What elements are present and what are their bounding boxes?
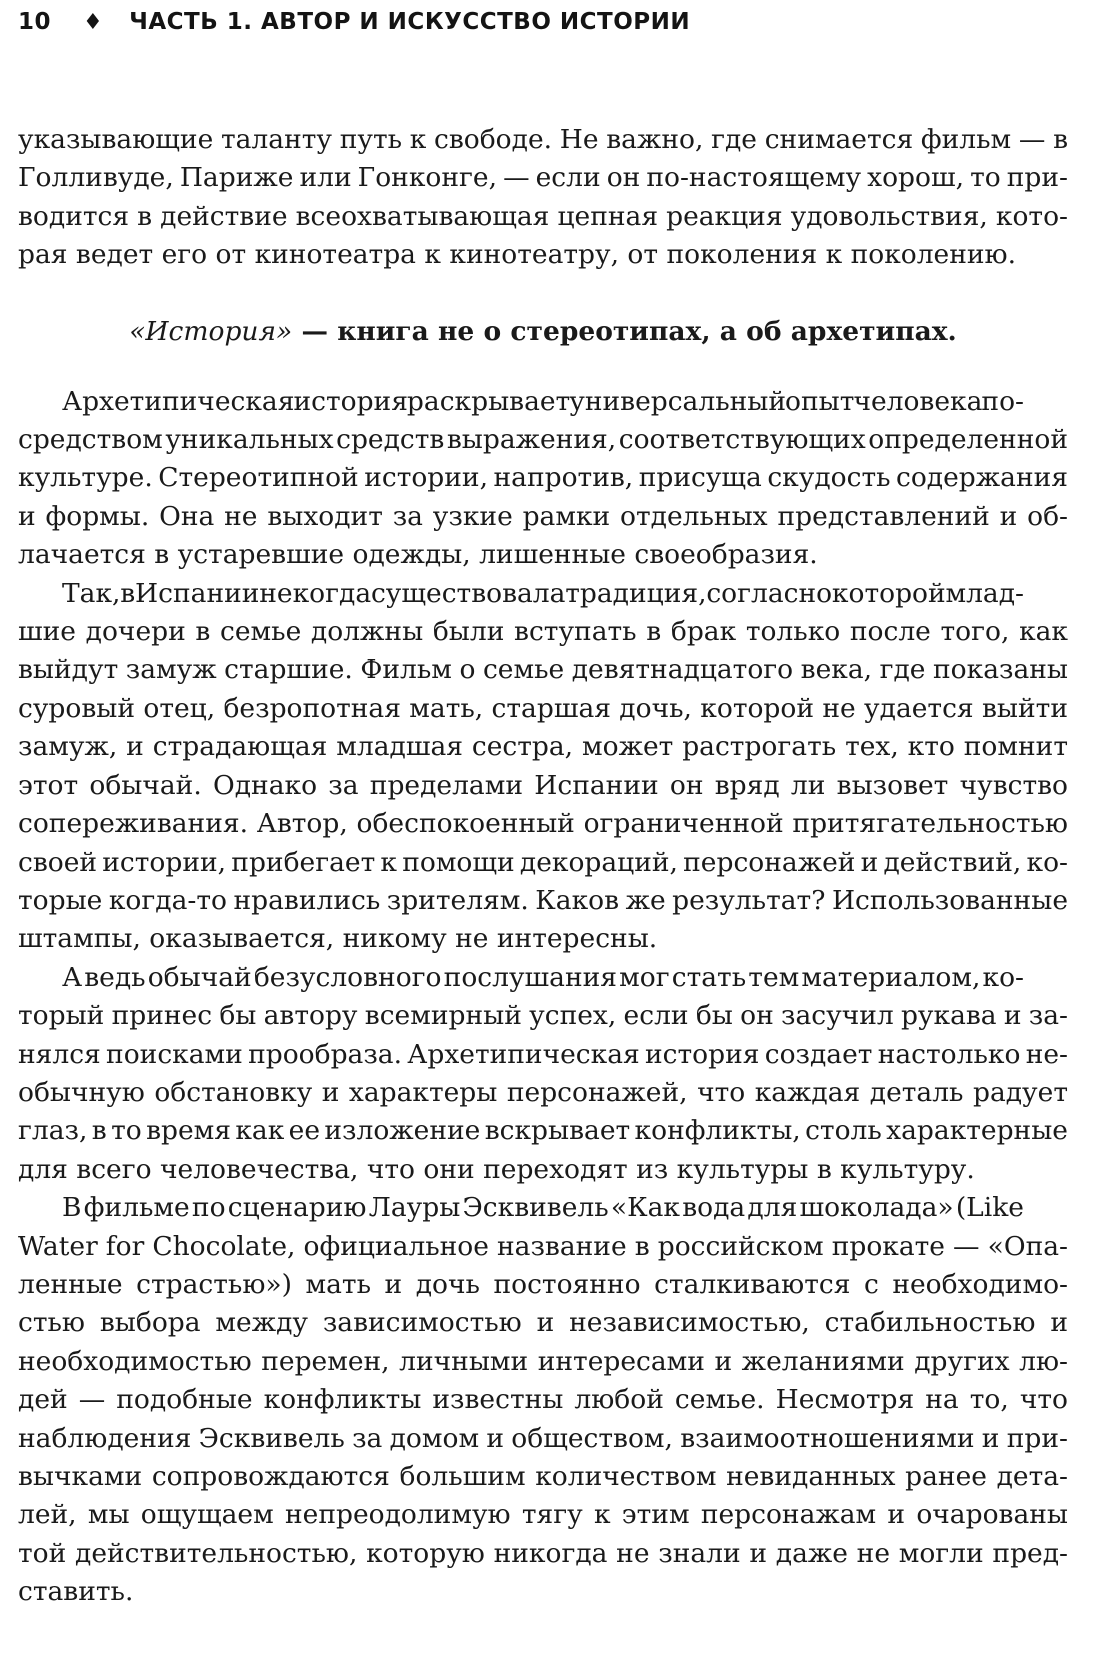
paragraph-continuation bbox=[18, 121, 1068, 275]
paragraph bbox=[18, 1189, 1068, 1611]
text-line: культуре. Стереотипной истории, напротив, присуща скудость содержания bbox=[18, 462, 1068, 494]
text-line: стью выбора между зависимостью и независимостью, стабильностью и bbox=[18, 1307, 1068, 1339]
text-line: обычную обстановку и характеры персонажей, что каждая деталь радует bbox=[18, 1076, 1068, 1108]
text-line: сопереживания. Автор, обеспокоенный ограниченной притягательностью bbox=[18, 808, 1068, 840]
text-line: водится в действие всеохватывающая цепная реакция удовольствия, кото- bbox=[18, 200, 1068, 232]
text-line: суровый отец, безропотная мать, старшая дочь, которой не удается выйти bbox=[18, 692, 1068, 724]
text-line: глаз, в то время как ее изложение вскрывает конфликты, столь характерные bbox=[18, 1115, 1068, 1147]
text-line: ленные страстью») мать и дочь постоянно сталкиваются с необходимо- bbox=[18, 1268, 1068, 1300]
text-line: Water for Chocolate, официальное название в российском прокате — «Опа- bbox=[18, 1230, 1068, 1262]
text-line: рая ведет его от кинотеатра к кинотеатру, от поколения к поколению. bbox=[18, 239, 1017, 271]
text-line: нялся поисками прообраза. Архетипическая история создает настолько не- bbox=[18, 1038, 1068, 1070]
section-tagline bbox=[18, 313, 1068, 351]
page-number: 10 bbox=[18, 9, 52, 35]
text-line: Голливуде, Париже или Гонконге, — если он по-настоящему хорош, то при- bbox=[18, 162, 1068, 194]
text-line: дей — подобные конфликты известны любой семье. Несмотря на то, что bbox=[18, 1384, 1068, 1416]
text-line: указывающие таланту путь к свободе. Не важно, где снимается фильм — в bbox=[18, 124, 1068, 155]
text-line: для всего человечества, что они переходят из культуры в культуру. bbox=[18, 1153, 975, 1185]
chapter-title: ЧАСТЬ 1. АВТОР И ИСКУССТВО ИСТОРИИ bbox=[129, 9, 691, 35]
tagline-bold: — книга не о стереотипах, а об архетипах. bbox=[292, 315, 957, 347]
text-line: торые когда-то нравились зрителям. Каков же результат? Использованные bbox=[18, 884, 1068, 916]
diamond-separator-icon: ♦ bbox=[83, 9, 104, 35]
text-line: и формы. Она не выходит за узкие рамки отдельных представлений и об- bbox=[18, 500, 1068, 532]
paragraph bbox=[18, 575, 1068, 959]
text-line: своей истории, прибегает к помощи декораций, персонажей и действий, ко- bbox=[18, 846, 1068, 878]
text-line: лей, мы ощущаем непреодолимую тягу к этим персонажам и очарованы bbox=[18, 1499, 1068, 1531]
text-line: выйдут замуж старшие. Фильм о семье девятнадцатого века, где показаны bbox=[18, 654, 1068, 686]
text-line: штампы, оказывается, никому не интересны. bbox=[18, 923, 658, 955]
text-line: шие дочери в семье должны были вступать в брак только после того, как bbox=[18, 616, 1068, 648]
paragraph bbox=[18, 383, 1068, 575]
text-line: Архетипическая история раскрывает универсальный опыт человека по- bbox=[62, 385, 1024, 417]
text-line: А ведь обычай безусловного послушания мог стать тем материалом, ко- bbox=[62, 961, 1024, 993]
body-text bbox=[18, 121, 1068, 1612]
text-line: В фильме по сценарию Лауры Эсквивель «Как вода для шоколада» (Like bbox=[62, 1192, 1024, 1224]
text-line: той действительностью, которую никогда не знали и даже не могли пред- bbox=[18, 1537, 1068, 1569]
text-line: средством уникальных средств выражения, соответствующих определенной bbox=[18, 424, 1068, 456]
tagline-italic: «История» bbox=[129, 315, 293, 347]
text-line: этот обычай. Однако за пределами Испании он вряд ли вызовет чувство bbox=[18, 769, 1068, 801]
book-page bbox=[18, 0, 1068, 1663]
paragraph bbox=[18, 959, 1068, 1189]
text-line: торый принес бы автору всемирный успех, если бы он засучил рукава и за- bbox=[18, 1000, 1068, 1032]
text-line: ставить. bbox=[18, 1576, 134, 1608]
text-line: Так, в Испании некогда существовала традиция, согласно которой млад- bbox=[62, 577, 1024, 609]
text-line: вычками сопровождаются большим количеством невиданных ранее дета- bbox=[18, 1461, 1068, 1492]
text-line: замуж, и страдающая младшая сестра, может растрогать тех, кто помнит bbox=[18, 731, 1068, 763]
text-line: необходимостью перемен, личными интересами и желаниями других лю- bbox=[18, 1345, 1068, 1377]
text-line: лачается в устаревшие одежды, лишенные своеобразия. bbox=[18, 539, 818, 571]
text-line: наблюдения Эсквивель за домом и обществом, взаимоотношениями и при- bbox=[18, 1422, 1068, 1454]
running-header bbox=[18, 4, 690, 40]
